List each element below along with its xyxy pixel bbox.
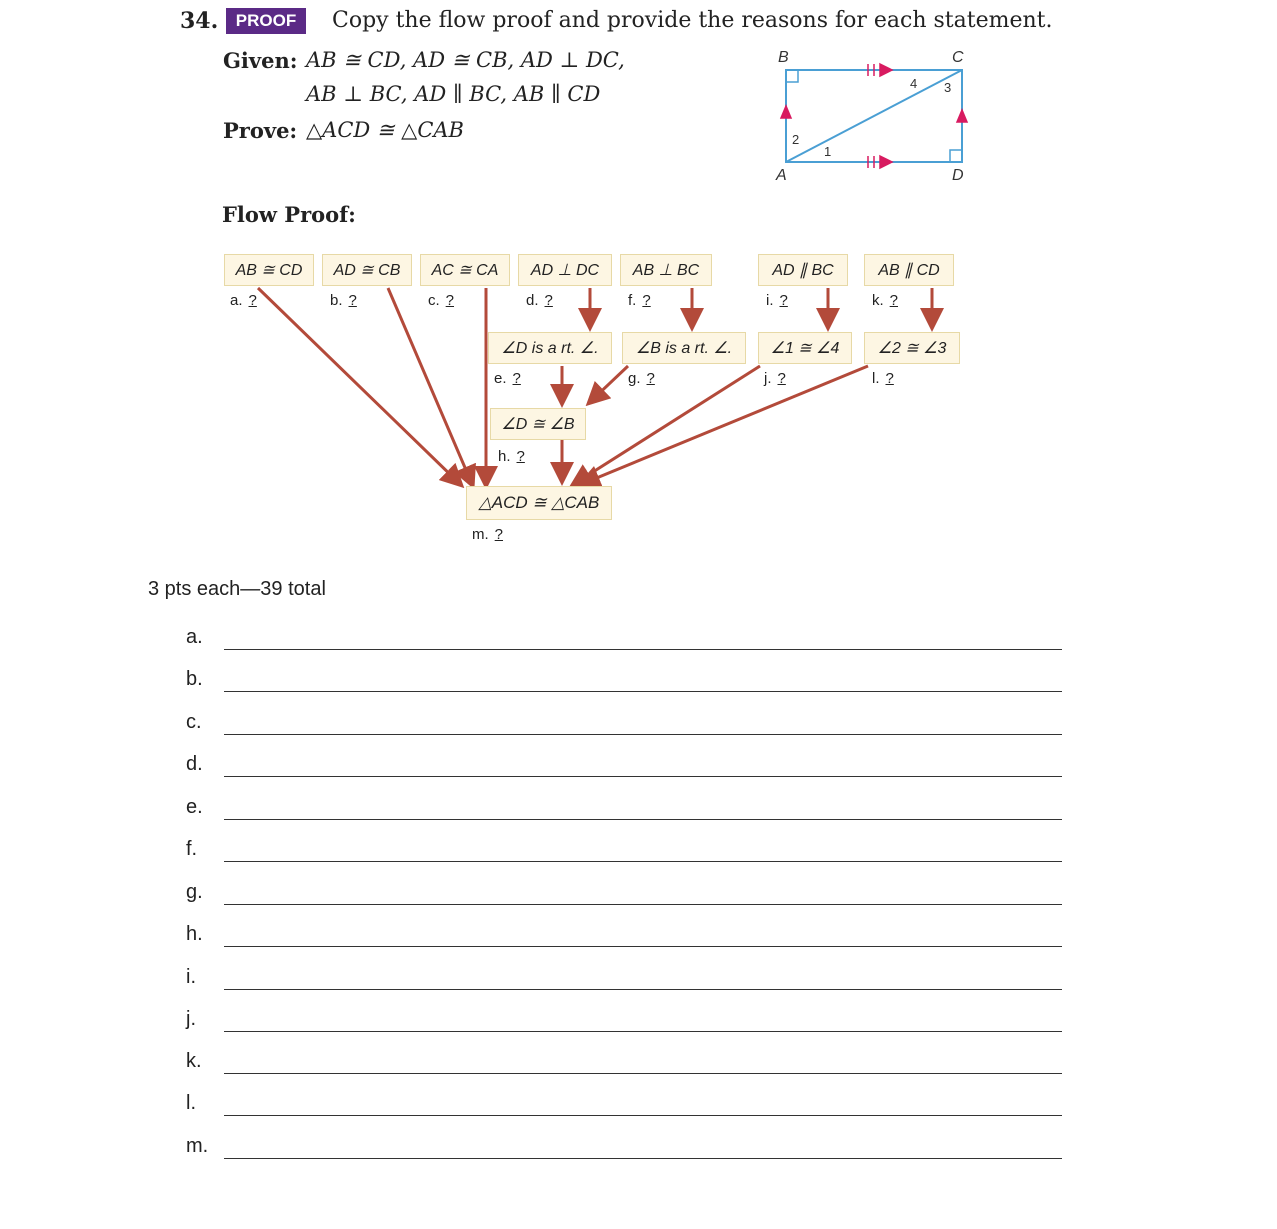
answer-row-a	[186, 626, 1066, 656]
answer-letter: k.	[186, 1050, 202, 1072]
statement-ab-par-cd: AB ∥ CD	[864, 254, 954, 286]
proof-badge: PROOF	[226, 8, 306, 34]
arrow-s9-to-s12	[590, 366, 628, 402]
statement-ad-perp-dc: AD ⊥ DC	[518, 254, 612, 286]
statement-angle2-cong-angle3: ∠2 ≅ ∠3	[864, 332, 960, 364]
statement-angle-b-right: ∠B is a rt. ∠.	[622, 332, 746, 364]
answer-row-h	[186, 923, 1066, 953]
answer-line-e[interactable]	[224, 819, 1062, 820]
statement-ac-cong-ca: AC ≅ CA	[420, 254, 510, 286]
answer-letter: e.	[186, 796, 203, 818]
answer-line-l[interactable]	[224, 1115, 1062, 1116]
answer-line-f[interactable]	[224, 861, 1062, 862]
statement-ab-perp-bc: AB ⊥ BC	[620, 254, 712, 286]
answer-row-i	[186, 966, 1066, 996]
vertex-d-label: D	[952, 167, 964, 184]
answer-line-b[interactable]	[224, 691, 1062, 692]
answer-row-f	[186, 838, 1066, 868]
answer-row-k	[186, 1050, 1066, 1080]
given-label: Given:	[223, 48, 298, 73]
statement-ad-par-bc: AD ∥ BC	[758, 254, 848, 286]
vertex-a-label: A	[776, 167, 787, 184]
flow-proof-title: Flow Proof:	[222, 202, 356, 227]
answer-row-b	[186, 668, 1066, 698]
answer-line-k[interactable]	[224, 1073, 1062, 1074]
reason-d: d. ?	[526, 292, 553, 309]
reason-g: g. ?	[628, 370, 655, 387]
problem-instruction: Copy the flow proof and provide the reasons for each statement.	[332, 8, 1053, 33]
answer-letter: b.	[186, 668, 203, 690]
prove-statement: △ACD ≅ △CAB	[306, 118, 464, 142]
problem-number: 34.	[180, 8, 219, 34]
scoring-note: 3 pts each—39 total	[148, 578, 326, 600]
answer-line-m[interactable]	[224, 1158, 1062, 1159]
reason-i: i. ?	[766, 292, 788, 309]
answer-letter: h.	[186, 923, 203, 945]
answer-line-c[interactable]	[224, 734, 1062, 735]
reason-e: e. ?	[494, 370, 521, 387]
vertex-b-label: B	[778, 49, 789, 66]
reason-c: c. ?	[428, 292, 455, 309]
reason-a: a. ?	[230, 292, 257, 309]
statement-ad-cong-cb: AD ≅ CB	[322, 254, 412, 286]
reason-f: f. ?	[628, 292, 651, 309]
answer-row-d	[186, 753, 1066, 783]
reason-k: k. ?	[872, 292, 899, 309]
angle-1-label: 1	[824, 144, 832, 159]
answer-letter: l.	[186, 1092, 196, 1114]
answer-letter: g.	[186, 881, 203, 903]
answer-row-j	[186, 1008, 1066, 1038]
answer-letter: c.	[186, 711, 202, 733]
answer-letter: i.	[186, 966, 196, 988]
given-line-2: AB ⊥ BC, AD ∥ BC, AB ∥ CD	[306, 82, 601, 106]
reason-h: h. ?	[498, 448, 525, 465]
answer-row-g	[186, 881, 1066, 911]
vertex-c-label: C	[952, 49, 964, 66]
answer-letter: j.	[186, 1008, 196, 1030]
answer-line-a[interactable]	[224, 649, 1062, 650]
reason-m: m. ?	[472, 526, 504, 543]
answer-line-d[interactable]	[224, 776, 1062, 777]
answer-line-h[interactable]	[224, 946, 1062, 947]
answer-row-m	[186, 1135, 1066, 1165]
given-line-1: AB ≅ CD, AD ≅ CB, AD ⊥ DC,	[306, 48, 625, 72]
answer-line-i[interactable]	[224, 989, 1062, 990]
reason-b: b. ?	[330, 292, 357, 309]
answer-line-j[interactable]	[224, 1031, 1062, 1032]
arrow-s10-to-s13	[574, 366, 760, 484]
answer-letter: a.	[186, 626, 203, 648]
angle-2-label: 2	[792, 132, 800, 147]
answer-row-e	[186, 796, 1066, 826]
reason-l: l. ?	[872, 370, 894, 387]
answer-letter: f.	[186, 838, 198, 860]
statement-angle-d-right: ∠D is a rt. ∠.	[488, 332, 612, 364]
angle-4-label: 4	[910, 76, 918, 91]
answer-letter: m.	[186, 1135, 209, 1157]
statement-triangles-congruent: △ACD ≅ △CAB	[466, 486, 612, 520]
statement-angle-d-cong-angle-b: ∠D ≅ ∠B	[490, 408, 586, 440]
statement-angle1-cong-angle4: ∠1 ≅ ∠4	[758, 332, 852, 364]
answer-line-g[interactable]	[224, 904, 1062, 905]
prove-label: Prove:	[223, 118, 298, 143]
arrow-s11-to-s13	[582, 366, 868, 484]
answer-row-l	[186, 1092, 1066, 1122]
angle-3-label: 3	[944, 80, 952, 95]
answer-letter: d.	[186, 753, 203, 775]
reason-j: j. ?	[764, 370, 786, 387]
answer-row-c	[186, 711, 1066, 741]
statement-ab-cong-cd: AB ≅ CD	[224, 254, 314, 286]
